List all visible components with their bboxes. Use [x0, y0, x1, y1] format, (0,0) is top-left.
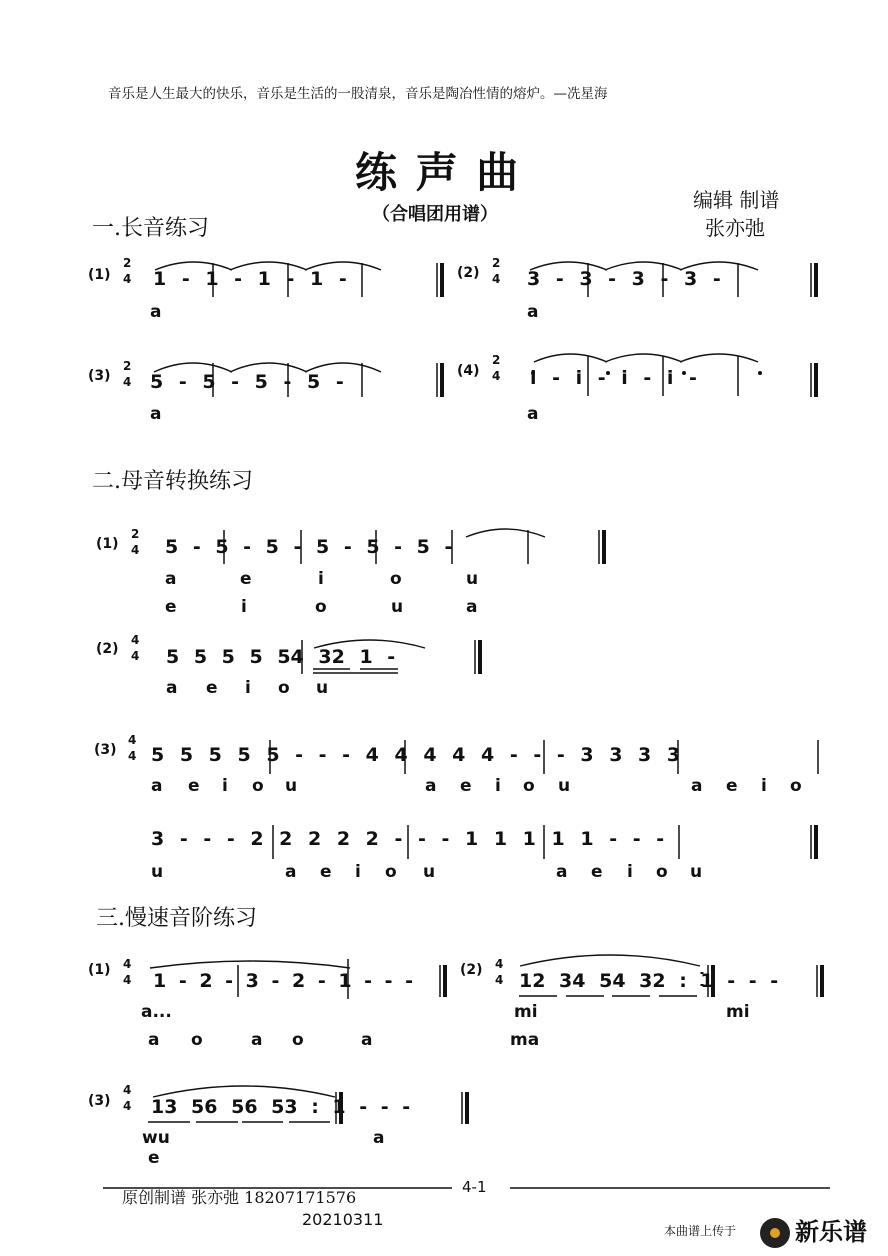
section-title-long-tone: 一.长音练习 — [92, 216, 209, 241]
lyric-syllable: u — [690, 862, 703, 882]
credit-line: 原创制谱 张亦弛 18207171576 — [122, 1188, 357, 1207]
lyric-syllable: a — [373, 1128, 385, 1148]
section-title-vowel: 二.母音转换练习 — [92, 469, 253, 494]
lyric-syllable: u — [316, 678, 329, 698]
time-sig-bottom: 4 — [123, 1099, 132, 1113]
score-subtitle: （合唱团用谱） — [372, 204, 498, 225]
lyric-syllable: o — [292, 1030, 304, 1050]
time-sig-top: 2 — [123, 256, 132, 270]
lyric-syllable: o — [790, 776, 802, 796]
lyric-syllable: e — [240, 569, 252, 589]
lyric-syllable: a — [527, 302, 539, 322]
note-row: 5 - 5 - 5 - 5 - — [150, 371, 344, 393]
exercise-label: (2) — [460, 962, 483, 978]
time-sig-top: 4 — [123, 1083, 132, 1097]
time-sig-top: 4 — [131, 633, 140, 647]
note-row: i - i - i - i - — [530, 367, 697, 389]
note-row: 1 - 1 - 1 - 1 - — [153, 268, 347, 290]
lyric-syllable: e — [188, 776, 200, 796]
time-sig-top: 4 — [495, 957, 504, 971]
lyric-syllable: o — [385, 862, 397, 882]
quote-text: 音乐是人生最大的快乐，音乐是生活的一股清泉，音乐是陶冶性情的熔炉。—冼星海 — [108, 86, 608, 102]
exercise-label: (2) — [96, 641, 119, 657]
score-title: 练 声 曲 — [355, 148, 521, 197]
time-sig-bottom: 4 — [492, 272, 501, 286]
lyric-syllable: a — [251, 1030, 263, 1050]
lyric-syllable: o — [315, 597, 327, 617]
note-row: 12 34 54 32 : 1 - - - — [519, 970, 779, 992]
exercise-label: (4) — [457, 363, 480, 379]
exercise-label: (1) — [88, 267, 111, 283]
lyric-syllable: u — [391, 597, 404, 617]
time-sig-bottom: 4 — [123, 272, 132, 286]
lyric-syllable: e — [460, 776, 472, 796]
note-row: 5 - 5 - 5 - 5 - 5 - 5 - — [165, 536, 453, 558]
lyric-syllable: a — [150, 404, 162, 424]
time-sig-bottom: 4 — [128, 749, 137, 763]
lyric-syllable: a — [466, 597, 478, 617]
vinyl-logo-icon — [760, 1218, 790, 1248]
note-row: 1 - 2 - 3 - 2 - 1 - - - — [153, 970, 414, 992]
lyric-syllable: a — [165, 569, 177, 589]
lyric-syllable: mi — [514, 1002, 538, 1022]
note-row: 5 5 5 5 5 - - - 4 4 4 4 4 - - - 3 3 3 3 — [151, 744, 681, 766]
lyric-syllable: wu — [142, 1128, 170, 1148]
slur-arc — [150, 961, 350, 968]
lyric-syllable: i — [355, 862, 361, 882]
slur-arc — [534, 354, 607, 362]
lyric-syllable: u — [285, 776, 298, 796]
lyric-syllable: o — [278, 678, 290, 698]
lyric-syllable: i — [495, 776, 501, 796]
lyric-syllable: i — [241, 597, 247, 617]
page-number: 4-1 — [462, 1178, 487, 1196]
time-sig-top: 4 — [128, 733, 137, 747]
lyric-syllable: u — [423, 862, 436, 882]
lyric-syllable: e — [320, 862, 332, 882]
slur-arc — [680, 354, 758, 362]
time-sig-bottom: 4 — [492, 369, 501, 383]
lyric-syllable: o — [656, 862, 668, 882]
time-sig-top: 2 — [131, 527, 140, 541]
slur-arc — [520, 955, 700, 966]
time-sig-top: 2 — [123, 359, 132, 373]
time-sig-bottom: 4 — [131, 543, 140, 557]
lyric-syllable: a — [285, 862, 297, 882]
lyric-syllable: i — [627, 862, 633, 882]
note-row: 13 56 56 53 : 1 - - - — [151, 1096, 411, 1118]
lyric-syllable: u — [466, 569, 479, 589]
editor-line: 编辑 制谱 — [693, 188, 780, 212]
lyric-syllable: a — [166, 678, 178, 698]
lyric-syllable: a — [425, 776, 437, 796]
upload-text: 本曲谱上传于 — [664, 1224, 737, 1238]
lyric-syllable: ma — [510, 1030, 540, 1050]
lyric-syllable: a — [151, 776, 163, 796]
time-sig-bottom: 4 — [131, 649, 140, 663]
lyric-syllable: a — [150, 302, 162, 322]
lyric-syllable: u — [151, 862, 164, 882]
date-line: 20210311 — [302, 1210, 384, 1229]
lyric-syllable: e — [165, 597, 177, 617]
time-sig-top: 2 — [492, 256, 501, 270]
lyric-syllable: i — [318, 569, 324, 589]
lyric-syllable: i — [245, 678, 251, 698]
lyric-syllable: a — [527, 404, 539, 424]
exercise-label: (1) — [96, 536, 119, 552]
lyric-syllable: u — [558, 776, 571, 796]
note-row: 3 - 3 - 3 - 3 - — [527, 268, 721, 290]
lyric-syllable: mi — [726, 1002, 750, 1022]
time-sig-bottom: 4 — [495, 973, 504, 987]
note-row: 3 - - - 2 2 2 2 2 - - - 1 1 1 1 1 - - - — [151, 828, 665, 850]
time-sig-top: 4 — [123, 957, 132, 971]
lyric-syllable: e — [206, 678, 218, 698]
time-sig-top: 2 — [492, 353, 501, 367]
exercise-label: (3) — [94, 742, 117, 758]
time-sig-bottom: 4 — [123, 375, 132, 389]
lyric-syllable: e — [591, 862, 603, 882]
section-title-scale: 三.慢速音阶练习 — [96, 906, 257, 931]
lyric-syllable: o — [252, 776, 264, 796]
octave-dot — [758, 371, 762, 375]
lyric-syllable: a — [691, 776, 703, 796]
editor-name: 张亦弛 — [705, 216, 765, 240]
lyric-syllable: e — [726, 776, 738, 796]
lyric-syllable: a — [148, 1030, 160, 1050]
exercise-label: (3) — [88, 1093, 111, 1109]
lyric-syllable: o — [390, 569, 402, 589]
slur-arc — [466, 529, 545, 537]
exercise-label: (1) — [88, 962, 111, 978]
exercise-label: (2) — [457, 265, 480, 281]
lyric-syllable: i — [761, 776, 767, 796]
exercise-label: (3) — [88, 368, 111, 384]
lyric-syllable: a — [556, 862, 568, 882]
time-sig-bottom: 4 — [123, 973, 132, 987]
slur-arc — [605, 354, 682, 362]
lyric-syllable: a — [361, 1030, 373, 1050]
brand-logo: 新乐谱 — [795, 1218, 867, 1246]
lyric-syllable: o — [191, 1030, 203, 1050]
lyric-syllable: i — [222, 776, 228, 796]
lyric-syllable: o — [523, 776, 535, 796]
lyric-syllable: a... — [141, 1002, 172, 1022]
note-row: 5 5 5 5 54 32 1 - — [166, 646, 396, 668]
lyric-syllable: e — [148, 1148, 160, 1168]
